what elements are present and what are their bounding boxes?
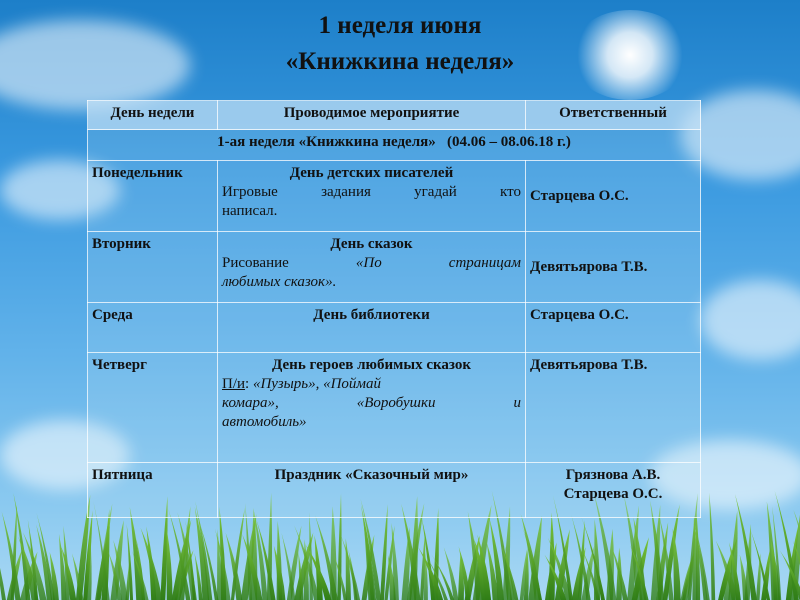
table-header-row — [88, 101, 701, 130]
title-line-2: «Книжкина неделя» — [285, 48, 515, 75]
event-description: любимых сказок». — [222, 274, 337, 290]
event-desc-plain: Рисование — [222, 255, 356, 271]
header-day: День недели — [88, 101, 218, 130]
event-description: автомобиль» — [222, 414, 307, 430]
responsible-name: Грязнова А.В. — [565, 467, 661, 483]
event-description: написал. — [222, 203, 278, 219]
table-row — [88, 161, 701, 232]
event-title: День героев любимых сказок — [272, 357, 471, 373]
responsible-cell: Девятьярова Т.В. — [526, 232, 701, 303]
responsible-cell: Старцева О.С. — [526, 303, 701, 353]
event-title: День детских писателей — [289, 165, 454, 181]
event-title: Праздник «Сказочный мир» — [274, 467, 469, 483]
event-cell — [218, 353, 526, 463]
day-cell: Пятница — [88, 463, 218, 518]
event-title: День сказок — [330, 236, 413, 252]
event-description: Игровые задания угадай кто — [222, 184, 521, 200]
event-cell — [218, 303, 526, 353]
cloud — [700, 280, 800, 360]
table-row — [88, 232, 701, 303]
header-responsible: Ответственный — [526, 101, 701, 130]
event-cell — [218, 161, 526, 232]
event-description — [222, 254, 521, 273]
event-desc-italic: «Пузырь», «Поймай — [252, 376, 381, 392]
table-row — [88, 303, 701, 353]
responsible-name: Старцева О.С. — [563, 486, 663, 502]
event-cell — [218, 232, 526, 303]
event-colon: : — [245, 376, 253, 392]
responsible-cell: Старцева О.С. — [526, 161, 701, 232]
day-cell: Среда — [88, 303, 218, 353]
event-description: комара», «Воробушки и — [222, 395, 521, 411]
slide-title — [0, 8, 800, 80]
event-description — [222, 375, 521, 394]
header-event: Проводимое мероприятие — [218, 101, 526, 130]
event-prefix: П/и — [222, 376, 246, 392]
event-title: День библиотеки — [313, 307, 430, 323]
day-cell: Четверг — [88, 353, 218, 463]
week-row — [88, 130, 701, 161]
responsible-cell: Девятьярова Т.В. — [526, 353, 701, 463]
table-row — [88, 353, 701, 463]
title-line-1: 1 неделя июня — [318, 12, 482, 39]
event-desc-italic: «По страницам — [355, 255, 521, 271]
week-label: 1-ая неделя «Книжкина неделя» (04.06 – 08.06.18 г.) — [88, 130, 701, 161]
day-cell: Понедельник — [88, 161, 218, 232]
day-cell: Вторник — [88, 232, 218, 303]
event-cell — [218, 463, 526, 518]
table-row — [88, 463, 701, 518]
schedule-table — [87, 100, 701, 518]
responsible-cell — [526, 463, 701, 518]
